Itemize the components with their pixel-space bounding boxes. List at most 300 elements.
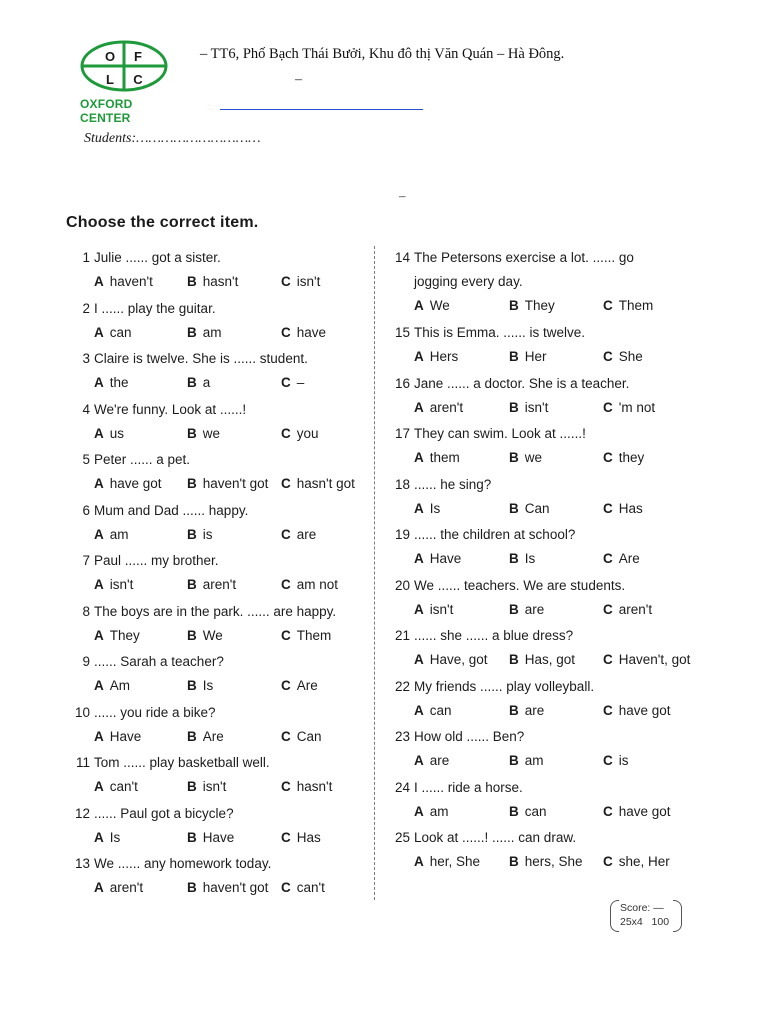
option-b[interactable] bbox=[187, 678, 213, 693]
option-letter: B bbox=[509, 702, 519, 718]
option-text: can't bbox=[109, 779, 138, 794]
option-letter: B bbox=[187, 577, 197, 592]
option-letter: A bbox=[414, 399, 424, 415]
question-number: 11 bbox=[75, 755, 90, 770]
option-text: Can bbox=[524, 500, 550, 516]
question-number: 2 bbox=[82, 300, 90, 316]
option-letter: A bbox=[94, 274, 104, 289]
answer-options bbox=[94, 678, 384, 696]
option-text: aren't bbox=[109, 880, 144, 895]
option-text: Has bbox=[296, 829, 321, 845]
option-c[interactable] bbox=[603, 501, 643, 516]
option-text: we bbox=[202, 425, 221, 441]
answer-options bbox=[94, 476, 384, 494]
option-a[interactable] bbox=[414, 551, 461, 566]
question-number: 1 bbox=[82, 250, 90, 265]
option-text: They bbox=[109, 627, 140, 643]
questions-left-column bbox=[66, 250, 366, 907]
option-b[interactable] bbox=[509, 804, 547, 819]
option-b[interactable] bbox=[509, 854, 583, 869]
question-number: 13 bbox=[74, 856, 90, 871]
question-number: 6 bbox=[82, 502, 90, 518]
option-text: haven't got bbox=[202, 476, 269, 491]
question-item bbox=[66, 705, 366, 756]
option-c[interactable] bbox=[281, 577, 338, 592]
option-c[interactable] bbox=[281, 628, 331, 643]
answer-options bbox=[414, 652, 704, 670]
exercise-title: Choose the correct item. bbox=[66, 214, 259, 231]
option-text: can bbox=[524, 803, 547, 819]
question-stem: How old ...... Ben? bbox=[414, 729, 525, 744]
option-letter: B bbox=[509, 854, 519, 869]
option-b[interactable] bbox=[187, 779, 226, 794]
option-c[interactable] bbox=[603, 753, 629, 768]
option-a[interactable] bbox=[414, 450, 460, 465]
option-letter: B bbox=[509, 450, 519, 465]
question-number: 24 bbox=[394, 779, 410, 795]
option-text: Are bbox=[202, 728, 224, 744]
option-letter: C bbox=[603, 702, 613, 718]
option-b[interactable] bbox=[509, 753, 544, 768]
option-text: have got bbox=[109, 476, 162, 491]
option-b[interactable] bbox=[187, 476, 268, 491]
question-item bbox=[66, 351, 366, 402]
option-b[interactable] bbox=[187, 729, 224, 744]
option-c[interactable] bbox=[281, 426, 319, 441]
option-b[interactable] bbox=[509, 349, 547, 364]
option-letter: C bbox=[603, 450, 613, 465]
question-number: 19 bbox=[394, 527, 410, 542]
score-bracket-right bbox=[673, 900, 682, 932]
option-text: is bbox=[202, 526, 213, 542]
option-letter: C bbox=[603, 500, 613, 516]
question-stem: The Petersons exercise a lot. ...... go bbox=[414, 250, 634, 265]
link-underline bbox=[220, 109, 423, 110]
option-text: a bbox=[202, 375, 211, 390]
option-text: us bbox=[109, 425, 125, 441]
option-c[interactable] bbox=[603, 349, 643, 364]
option-letter: B bbox=[509, 803, 519, 819]
option-c[interactable] bbox=[281, 527, 316, 542]
question-number: 12 bbox=[74, 805, 90, 821]
question-number: 9 bbox=[82, 654, 90, 669]
option-letter: C bbox=[603, 349, 613, 364]
option-b[interactable] bbox=[187, 375, 210, 390]
option-text: she, Her bbox=[618, 854, 670, 869]
option-letter: B bbox=[509, 399, 519, 415]
option-text: her, She bbox=[429, 854, 481, 869]
option-letter: A bbox=[94, 728, 104, 744]
option-letter: C bbox=[603, 298, 613, 313]
question-item bbox=[66, 604, 366, 655]
option-a[interactable] bbox=[414, 703, 452, 718]
answer-options bbox=[94, 880, 384, 898]
question-item bbox=[66, 301, 366, 352]
option-b[interactable] bbox=[187, 527, 213, 542]
option-text: Have, got bbox=[429, 652, 488, 667]
option-c[interactable] bbox=[281, 325, 326, 340]
option-text: isn't bbox=[524, 399, 549, 415]
option-letter: C bbox=[281, 880, 291, 895]
answer-options bbox=[414, 450, 704, 468]
question-stem: Julie ...... got a sister. bbox=[94, 250, 221, 265]
option-letter: A bbox=[414, 298, 424, 313]
score-label: Score: — bbox=[620, 902, 664, 914]
answer-options bbox=[414, 753, 704, 771]
question-stem: ...... she ...... a blue dress? bbox=[414, 628, 574, 643]
option-letter: B bbox=[509, 349, 519, 364]
question-stem: I ...... ride a horse. bbox=[414, 779, 523, 795]
option-text: isn't bbox=[202, 779, 227, 794]
option-a[interactable] bbox=[94, 628, 140, 643]
option-text: can't bbox=[296, 880, 325, 895]
option-a[interactable] bbox=[94, 527, 129, 542]
option-a[interactable] bbox=[414, 854, 480, 869]
questions-right-column bbox=[386, 250, 691, 881]
question-stem: Look at ......! ...... can draw. bbox=[414, 830, 577, 845]
option-letter: B bbox=[187, 375, 197, 390]
option-letter: C bbox=[281, 728, 291, 744]
question-item bbox=[386, 729, 686, 780]
option-a[interactable] bbox=[414, 652, 488, 667]
option-text: Are bbox=[618, 551, 640, 566]
question-item bbox=[66, 503, 366, 554]
question-item bbox=[66, 402, 366, 453]
option-c[interactable] bbox=[603, 298, 653, 313]
option-a[interactable] bbox=[414, 501, 440, 516]
option-b[interactable] bbox=[509, 602, 544, 617]
option-c[interactable] bbox=[281, 274, 320, 289]
option-b[interactable] bbox=[509, 501, 550, 516]
option-a[interactable] bbox=[94, 476, 162, 491]
option-c[interactable] bbox=[603, 854, 670, 869]
logo-name: OXFORD CENTER bbox=[80, 97, 133, 125]
option-b[interactable] bbox=[509, 298, 555, 313]
option-text: – bbox=[296, 375, 305, 390]
answer-options bbox=[94, 577, 384, 595]
oflc-logo bbox=[80, 40, 168, 92]
answer-options bbox=[94, 325, 384, 343]
option-a[interactable] bbox=[94, 577, 133, 592]
option-b[interactable] bbox=[509, 551, 535, 566]
option-letter: C bbox=[603, 854, 613, 869]
option-letter: C bbox=[281, 678, 291, 693]
option-text: you bbox=[296, 425, 319, 441]
option-c[interactable] bbox=[281, 375, 304, 390]
option-b[interactable] bbox=[509, 703, 544, 718]
option-text: have got bbox=[618, 702, 671, 718]
option-a[interactable] bbox=[94, 779, 138, 794]
question-number: 16 bbox=[394, 375, 410, 391]
option-letter: B bbox=[187, 829, 197, 845]
question-item bbox=[386, 679, 686, 730]
option-text: Is bbox=[109, 829, 121, 845]
option-text: hasn't got bbox=[296, 476, 355, 491]
option-text: aren't bbox=[202, 577, 237, 592]
score-bracket-left bbox=[610, 900, 619, 932]
option-text: we bbox=[524, 450, 543, 465]
question-stem: Claire is twelve. She is ...... student. bbox=[94, 351, 308, 366]
question-item bbox=[386, 376, 686, 427]
option-letter: C bbox=[603, 399, 613, 415]
option-a[interactable] bbox=[94, 325, 132, 340]
option-letter: C bbox=[281, 274, 291, 289]
option-c[interactable] bbox=[603, 703, 671, 718]
option-letter: C bbox=[281, 324, 291, 340]
option-a[interactable] bbox=[94, 830, 120, 845]
option-letter: C bbox=[281, 375, 291, 390]
address-line: – TT6, Phố Bạch Thái Bưởi, Khu đô thị Văn Quán – Hà Đông. bbox=[200, 46, 565, 62]
option-letter: B bbox=[187, 678, 197, 693]
header-dash: – bbox=[295, 72, 302, 87]
answer-options bbox=[94, 527, 384, 545]
option-a[interactable] bbox=[414, 298, 450, 313]
option-text: aren't bbox=[618, 601, 653, 617]
answer-options bbox=[414, 854, 704, 872]
logo-letter: L bbox=[106, 72, 114, 87]
option-letter: C bbox=[281, 779, 291, 794]
option-letter: A bbox=[414, 753, 424, 768]
option-letter: B bbox=[509, 601, 519, 617]
question-stem: We're funny. Look at ......! bbox=[94, 401, 247, 417]
option-b[interactable] bbox=[187, 577, 236, 592]
option-b[interactable] bbox=[187, 830, 234, 845]
option-letter: C bbox=[603, 551, 613, 566]
option-a[interactable] bbox=[414, 400, 463, 415]
option-letter: A bbox=[414, 500, 424, 516]
logo-letter: O bbox=[104, 49, 116, 64]
option-text: Am bbox=[109, 678, 130, 693]
question-number: 22 bbox=[394, 678, 410, 694]
option-letter: A bbox=[94, 678, 104, 693]
option-text: Hers bbox=[429, 349, 459, 364]
answer-options bbox=[414, 703, 704, 721]
option-c[interactable] bbox=[603, 551, 640, 566]
answer-options bbox=[94, 729, 384, 747]
score-formula: 25x4 100 bbox=[620, 916, 670, 928]
option-text: the bbox=[109, 375, 129, 390]
option-text: are bbox=[296, 526, 317, 542]
option-text: Has, got bbox=[524, 652, 576, 667]
students-field: Students:………………………… bbox=[84, 131, 261, 146]
question-stem: ...... the children at school? bbox=[414, 527, 576, 542]
option-text: are bbox=[524, 702, 545, 718]
option-letter: A bbox=[94, 880, 104, 895]
option-letter: B bbox=[187, 627, 197, 643]
option-text: hers, She bbox=[524, 854, 583, 869]
option-letter: A bbox=[94, 375, 104, 390]
option-letter: B bbox=[187, 526, 197, 542]
question-item bbox=[386, 250, 686, 325]
option-c[interactable] bbox=[281, 830, 321, 845]
option-text: We bbox=[202, 627, 223, 643]
option-letter: B bbox=[187, 324, 197, 340]
option-a[interactable] bbox=[94, 729, 141, 744]
option-text: hasn't bbox=[202, 274, 239, 289]
answer-options bbox=[94, 628, 384, 646]
option-a[interactable] bbox=[94, 678, 130, 693]
answer-options bbox=[94, 830, 384, 848]
option-b[interactable] bbox=[187, 274, 238, 289]
option-a[interactable] bbox=[94, 880, 143, 895]
option-text: Is bbox=[524, 551, 536, 566]
answer-options bbox=[414, 602, 704, 620]
option-text: 'm not bbox=[618, 399, 656, 415]
option-c[interactable] bbox=[603, 804, 671, 819]
option-letter: B bbox=[509, 652, 519, 667]
option-c[interactable] bbox=[281, 880, 325, 895]
option-c[interactable] bbox=[603, 602, 652, 617]
option-letter: B bbox=[509, 551, 519, 566]
option-letter: A bbox=[414, 349, 424, 364]
answer-options bbox=[414, 501, 704, 519]
question-number: 7 bbox=[82, 553, 90, 568]
option-letter: A bbox=[414, 854, 424, 869]
question-stem: Tom ...... play basketball well. bbox=[94, 755, 270, 770]
option-letter: A bbox=[94, 779, 104, 794]
option-text: are bbox=[524, 601, 545, 617]
option-letter: B bbox=[187, 779, 197, 794]
option-letter: B bbox=[187, 476, 197, 491]
option-a[interactable] bbox=[414, 349, 458, 364]
option-text: isn't bbox=[109, 577, 134, 592]
option-letter: C bbox=[281, 526, 291, 542]
question-item bbox=[386, 325, 686, 376]
question-stem: ...... Paul got a bicycle? bbox=[94, 805, 234, 821]
option-text: am bbox=[109, 526, 129, 542]
option-a[interactable] bbox=[94, 375, 129, 390]
question-number: 14 bbox=[394, 250, 410, 265]
question-stem: ...... he sing? bbox=[414, 476, 492, 492]
logo-letter: C bbox=[133, 72, 143, 87]
question-number: 21 bbox=[394, 628, 410, 643]
option-b[interactable] bbox=[187, 426, 220, 441]
option-text: am bbox=[429, 803, 449, 819]
option-text: hasn't bbox=[296, 779, 333, 794]
option-letter: B bbox=[509, 500, 519, 516]
option-a[interactable] bbox=[414, 753, 449, 768]
question-item bbox=[386, 628, 691, 679]
question-item bbox=[386, 780, 686, 831]
option-text: She bbox=[618, 349, 643, 364]
option-letter: A bbox=[414, 450, 424, 465]
option-letter: C bbox=[281, 476, 291, 491]
question-item bbox=[66, 553, 366, 604]
question-item bbox=[66, 250, 366, 301]
option-text: am bbox=[524, 753, 544, 768]
option-text: isn't bbox=[429, 601, 454, 617]
option-text: Can bbox=[296, 728, 322, 744]
option-text: Is bbox=[202, 678, 214, 693]
question-stem: We ...... any homework today. bbox=[94, 856, 272, 871]
option-text: Have bbox=[202, 829, 235, 845]
question-number: 17 bbox=[394, 426, 410, 441]
option-text: can bbox=[429, 702, 452, 718]
option-letter: A bbox=[94, 627, 104, 643]
option-a[interactable] bbox=[414, 804, 449, 819]
option-letter: A bbox=[94, 829, 104, 845]
option-a[interactable] bbox=[94, 274, 153, 289]
option-a[interactable] bbox=[414, 602, 453, 617]
option-c[interactable] bbox=[281, 678, 318, 693]
option-b[interactable] bbox=[509, 450, 542, 465]
center-dash: – bbox=[399, 188, 406, 203]
answer-options bbox=[414, 349, 704, 367]
option-text: We bbox=[429, 298, 450, 313]
question-stem: My friends ...... play volleyball. bbox=[414, 678, 595, 694]
option-b[interactable] bbox=[187, 880, 268, 895]
question-stem: Peter ...... a pet. bbox=[94, 452, 191, 467]
option-letter: B bbox=[187, 880, 197, 895]
option-c[interactable] bbox=[603, 400, 655, 415]
option-b[interactable] bbox=[509, 652, 575, 667]
option-letter: A bbox=[414, 601, 424, 617]
question-number: 8 bbox=[82, 603, 90, 619]
option-letter: A bbox=[414, 652, 424, 667]
option-letter: A bbox=[414, 551, 424, 566]
option-c[interactable] bbox=[603, 450, 644, 465]
question-item bbox=[66, 806, 366, 857]
option-text: Has bbox=[618, 500, 643, 516]
option-text: is bbox=[618, 753, 629, 768]
option-letter: C bbox=[281, 577, 291, 592]
option-text: Are bbox=[296, 678, 318, 693]
question-number: 23 bbox=[394, 729, 410, 744]
question-number: 4 bbox=[82, 401, 90, 417]
option-letter: C bbox=[281, 425, 291, 441]
option-text: Haven't, got bbox=[618, 652, 691, 667]
question-stem: Mum and Dad ...... happy. bbox=[94, 502, 249, 518]
option-letter: B bbox=[187, 274, 197, 289]
question-item bbox=[386, 830, 686, 881]
logo-letter: F bbox=[134, 49, 142, 64]
option-letter: B bbox=[187, 425, 197, 441]
option-letter: A bbox=[94, 425, 104, 441]
option-letter: C bbox=[603, 601, 613, 617]
option-c[interactable] bbox=[281, 729, 322, 744]
option-letter: A bbox=[94, 324, 104, 340]
question-number: 10 bbox=[74, 704, 90, 720]
option-c[interactable] bbox=[281, 476, 355, 491]
option-letter: C bbox=[281, 829, 291, 845]
option-letter: A bbox=[94, 526, 104, 542]
option-letter: A bbox=[94, 577, 104, 592]
question-number: 5 bbox=[82, 452, 90, 467]
option-c[interactable] bbox=[281, 779, 332, 794]
option-text: have got bbox=[618, 803, 671, 819]
score-box bbox=[610, 900, 682, 932]
question-stem: ...... you ride a bike? bbox=[94, 704, 216, 720]
option-c[interactable] bbox=[603, 652, 690, 667]
option-b[interactable] bbox=[509, 400, 548, 415]
question-stem: They can swim. Look at ......! bbox=[414, 426, 586, 441]
option-b[interactable] bbox=[187, 628, 223, 643]
option-text: Them bbox=[296, 627, 332, 643]
option-letter: A bbox=[414, 803, 424, 819]
question-stem: We ...... teachers. We are students. bbox=[414, 577, 626, 593]
question-stem: Paul ...... my brother. bbox=[94, 553, 219, 568]
question-item bbox=[386, 578, 686, 629]
option-text: am bbox=[202, 324, 222, 340]
option-a[interactable] bbox=[94, 426, 124, 441]
option-letter: A bbox=[94, 476, 104, 491]
option-text: isn't bbox=[296, 274, 321, 289]
question-item bbox=[386, 477, 686, 528]
question-item bbox=[386, 426, 686, 477]
option-b[interactable] bbox=[187, 325, 222, 340]
option-text: haven't bbox=[109, 274, 153, 289]
answer-options bbox=[94, 779, 384, 797]
